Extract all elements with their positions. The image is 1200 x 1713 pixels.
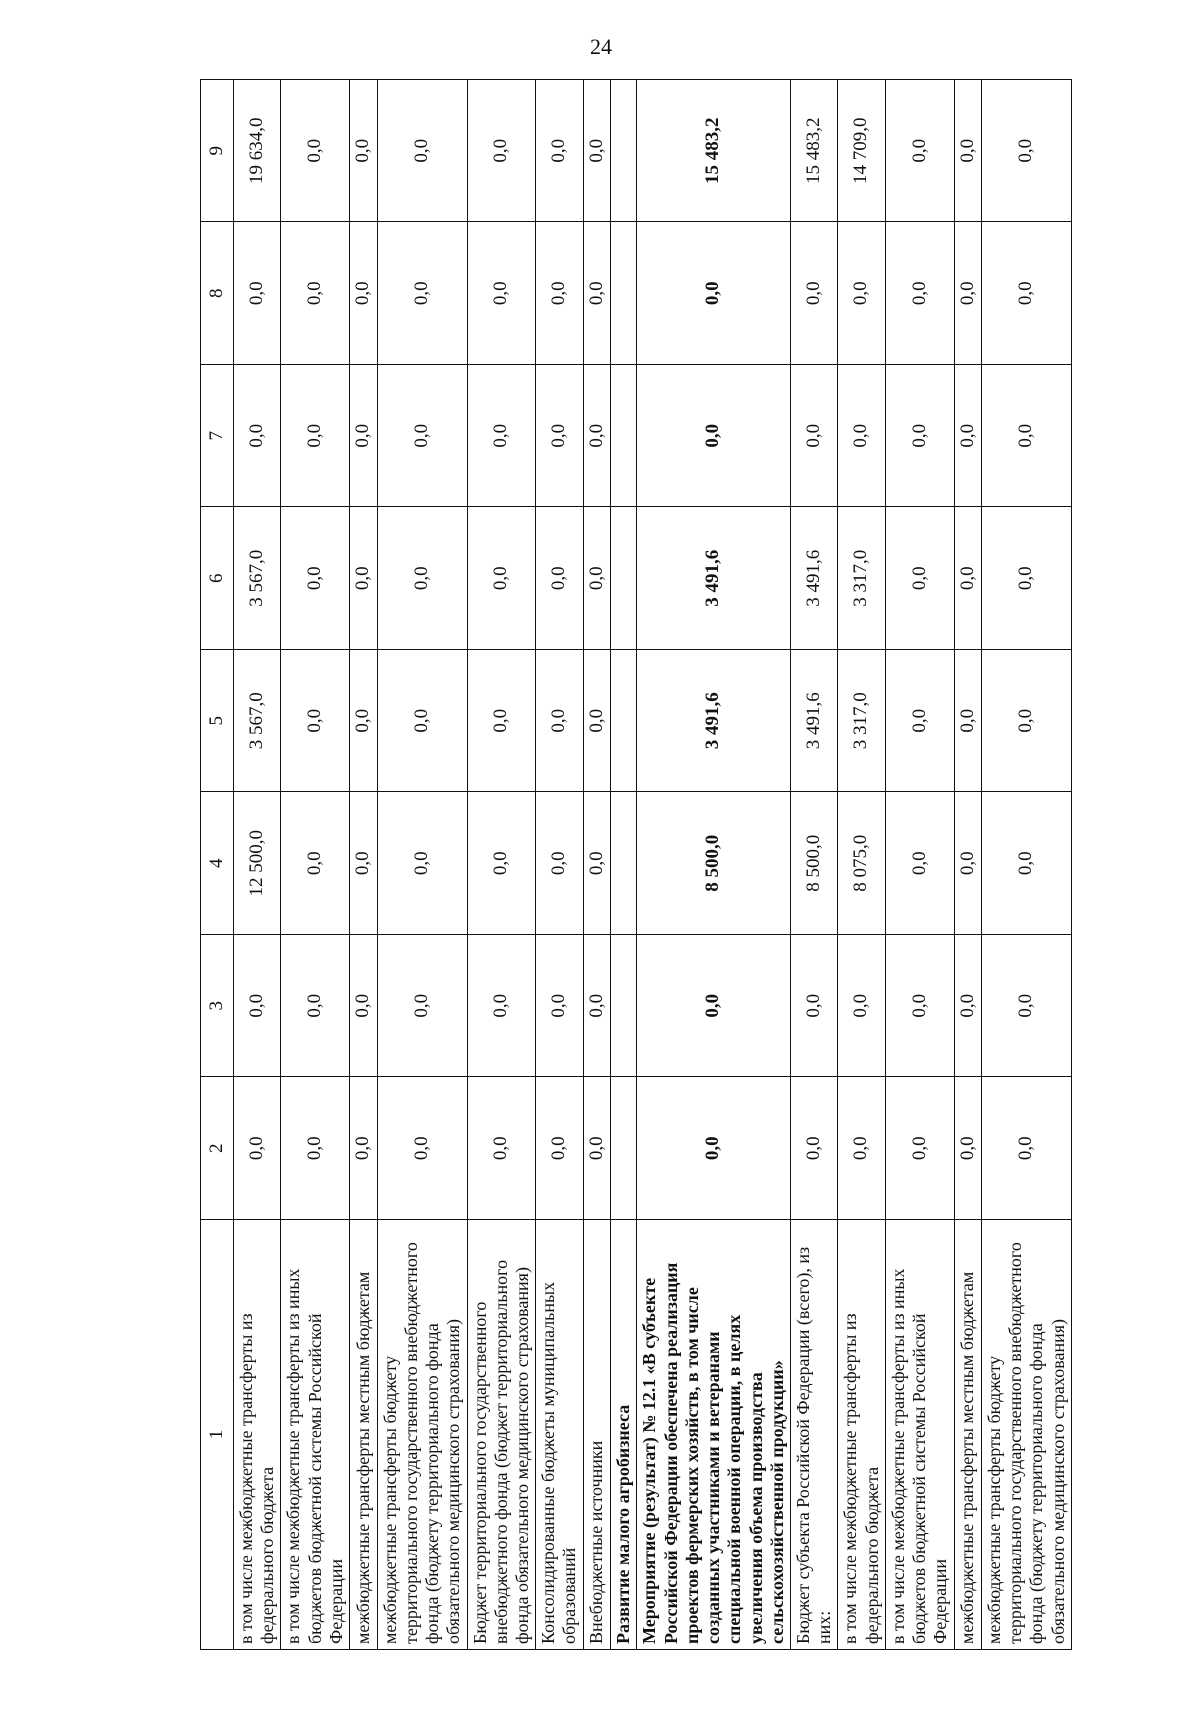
column-header: 8	[201, 222, 234, 365]
value-cell: 0,0	[583, 650, 610, 793]
value-cell: 0,0	[350, 935, 377, 1078]
table-row	[838, 80, 885, 1650]
value-cell: 0,0	[377, 365, 467, 508]
value-cell: 0,0	[790, 935, 837, 1078]
table-row	[234, 80, 281, 1650]
value-cell: 0,0	[536, 80, 583, 223]
column-header: 6	[201, 507, 234, 650]
value-cell: 3 567,0	[234, 507, 281, 650]
value-cell: 3 567,0	[234, 650, 281, 793]
value-cell: 15 483,2	[637, 80, 791, 223]
value-cell: 0,0	[281, 935, 350, 1078]
value-cell: 0,0	[954, 1077, 981, 1220]
value-cell: 0,0	[281, 365, 350, 508]
value-cell: 19 634,0	[234, 80, 281, 223]
value-cell: 0,0	[982, 1077, 1072, 1220]
value-cell: 8 500,0	[637, 792, 791, 935]
value-cell	[611, 650, 637, 793]
value-cell: 0,0	[790, 365, 837, 508]
value-cell: 0,0	[954, 222, 981, 365]
value-cell: 0,0	[467, 80, 536, 223]
value-cell: 0,0	[954, 650, 981, 793]
row-label: Мероприятие (результат) № 12.1 «В субъекте Российской Федерации обеспечена реализация проектов фермерских хозяйств, в том числе созданных участниками и ветеранами специальной военной операции, в целях увеличения объема производства сельскохозяйственной продукции»	[637, 1220, 791, 1650]
rotated-table-content	[200, 80, 1080, 1650]
column-header: 7	[201, 365, 234, 508]
value-cell: 0,0	[377, 650, 467, 793]
value-cell: 0,0	[536, 365, 583, 508]
value-cell: 3 491,6	[790, 650, 837, 793]
value-cell: 0,0	[838, 1077, 885, 1220]
value-cell	[611, 935, 637, 1078]
table-row	[350, 80, 377, 1650]
column-header: 9	[201, 80, 234, 223]
table-body	[234, 80, 1072, 1650]
value-cell: 0,0	[885, 222, 954, 365]
value-cell: 0,0	[982, 792, 1072, 935]
value-cell: 0,0	[885, 650, 954, 793]
value-cell: 0,0	[350, 1077, 377, 1220]
value-cell: 0,0	[790, 1077, 837, 1220]
value-cell: 0,0	[954, 507, 981, 650]
value-cell	[611, 1077, 637, 1220]
value-cell: 0,0	[637, 365, 791, 508]
value-cell: 0,0	[377, 1077, 467, 1220]
value-cell	[611, 80, 637, 223]
value-cell: 0,0	[281, 507, 350, 650]
table-row	[281, 80, 350, 1650]
value-cell: 0,0	[536, 222, 583, 365]
value-cell: 0,0	[377, 935, 467, 1078]
budget-table	[200, 79, 1072, 1650]
value-cell: 0,0	[536, 792, 583, 935]
row-label: Внебюджетные источники	[583, 1220, 610, 1650]
value-cell: 0,0	[234, 365, 281, 508]
value-cell: 0,0	[350, 222, 377, 365]
value-cell: 0,0	[982, 650, 1072, 793]
value-cell: 0,0	[838, 935, 885, 1078]
value-cell: 0,0	[350, 650, 377, 793]
value-cell: 0,0	[838, 365, 885, 508]
row-label: межбюджетные трансферты местным бюджетам	[350, 1220, 377, 1650]
value-cell: 0,0	[281, 222, 350, 365]
value-cell: 0,0	[281, 650, 350, 793]
value-cell: 0,0	[637, 935, 791, 1078]
value-cell	[611, 507, 637, 650]
value-cell: 0,0	[982, 80, 1072, 223]
value-cell: 0,0	[637, 222, 791, 365]
value-cell: 0,0	[954, 935, 981, 1078]
value-cell: 3 491,6	[790, 507, 837, 650]
row-label: Бюджет субъекта Российской Федерации (всего), из них:	[790, 1220, 837, 1650]
value-cell: 0,0	[885, 792, 954, 935]
value-cell: 14 709,0	[838, 80, 885, 223]
value-cell: 0,0	[536, 1077, 583, 1220]
rotated-table-wrapper	[200, 80, 1080, 1650]
table-row	[790, 80, 837, 1650]
row-label: Бюджет территориального государственного внебюджетного фонда (бюджет территориального фонда обязательного медицинского страхования)	[467, 1220, 536, 1650]
value-cell: 0,0	[954, 792, 981, 935]
value-cell: 8 075,0	[838, 792, 885, 935]
value-cell: 3 317,0	[838, 650, 885, 793]
row-label: в том числе межбюджетные трансферты из иных бюджетов бюджетной системы Российской Федерации	[281, 1220, 350, 1650]
value-cell: 0,0	[377, 507, 467, 650]
table-row	[583, 80, 610, 1650]
value-cell: 0,0	[281, 792, 350, 935]
value-cell: 0,0	[885, 935, 954, 1078]
value-cell: 3 491,6	[637, 650, 791, 793]
value-cell: 0,0	[350, 80, 377, 223]
row-label: межбюджетные трансферты бюджету территориального государственного внебюджетного фонда (бюджету территориального фонда обязательного медицинского страхования)	[377, 1220, 467, 1650]
value-cell: 0,0	[467, 935, 536, 1078]
value-cell: 0,0	[467, 222, 536, 365]
column-header: 5	[201, 650, 234, 793]
value-cell: 0,0	[583, 222, 610, 365]
value-cell: 3 317,0	[838, 507, 885, 650]
column-header: 3	[201, 935, 234, 1078]
table-row	[982, 80, 1072, 1650]
column-header: 2	[201, 1077, 234, 1220]
row-label: Консолидированные бюджеты муниципальных образований	[536, 1220, 583, 1650]
row-label: в том числе межбюджетные трансферты из иных бюджетов бюджетной системы Российской Федерации	[885, 1220, 954, 1650]
table-row	[611, 80, 637, 1650]
value-cell: 0,0	[536, 507, 583, 650]
value-cell: 0,0	[350, 792, 377, 935]
value-cell: 0,0	[281, 1077, 350, 1220]
value-cell: 0,0	[885, 507, 954, 650]
value-cell	[611, 365, 637, 508]
value-cell: 0,0	[234, 935, 281, 1078]
value-cell: 0,0	[234, 222, 281, 365]
value-cell: 0,0	[467, 650, 536, 793]
value-cell: 0,0	[982, 935, 1072, 1078]
value-cell: 0,0	[467, 365, 536, 508]
value-cell: 0,0	[583, 935, 610, 1078]
value-cell: 12 500,0	[234, 792, 281, 935]
value-cell: 0,0	[583, 507, 610, 650]
page-number: 24	[590, 34, 612, 59]
value-cell	[611, 222, 637, 365]
value-cell: 0,0	[467, 792, 536, 935]
value-cell: 0,0	[885, 80, 954, 223]
value-cell: 0,0	[350, 507, 377, 650]
value-cell: 0,0	[377, 222, 467, 365]
value-cell: 0,0	[377, 792, 467, 935]
value-cell: 3 491,6	[637, 507, 791, 650]
row-label: в том числе межбюджетные трансферты из федерального бюджета	[234, 1220, 281, 1650]
row-label: межбюджетные трансферты местным бюджетам	[954, 1220, 981, 1650]
table-row	[637, 80, 791, 1650]
value-cell: 0,0	[467, 1077, 536, 1220]
value-cell: 0,0	[377, 80, 467, 223]
row-label: межбюджетные трансферты бюджету территориального государственного внебюджетного фонда (бюджету территориального фонда обязательного медицинского страхования)	[982, 1220, 1072, 1650]
value-cell: 0,0	[885, 365, 954, 508]
value-cell: 0,0	[583, 1077, 610, 1220]
value-cell	[611, 792, 637, 935]
value-cell: 0,0	[982, 507, 1072, 650]
value-cell: 0,0	[838, 222, 885, 365]
value-cell: 8 500,0	[790, 792, 837, 935]
table-row	[377, 80, 467, 1650]
value-cell: 0,0	[583, 365, 610, 508]
value-cell: 0,0	[885, 1077, 954, 1220]
value-cell: 0,0	[954, 80, 981, 223]
value-cell: 0,0	[790, 222, 837, 365]
value-cell: 0,0	[954, 365, 981, 508]
value-cell: 0,0	[467, 507, 536, 650]
value-cell: 0,0	[982, 365, 1072, 508]
value-cell: 0,0	[637, 1077, 791, 1220]
value-cell: 15 483,2	[790, 80, 837, 223]
row-label: Развитие малого агробизнеса	[611, 1220, 637, 1650]
value-cell: 0,0	[234, 1077, 281, 1220]
value-cell: 0,0	[583, 80, 610, 223]
value-cell: 0,0	[350, 365, 377, 508]
row-label: в том числе межбюджетные трансферты из федерального бюджета	[838, 1220, 885, 1650]
table-row	[954, 80, 981, 1650]
value-cell: 0,0	[982, 222, 1072, 365]
value-cell: 0,0	[281, 80, 350, 223]
header-row	[201, 80, 234, 1650]
column-header: 4	[201, 792, 234, 935]
table-row	[467, 80, 536, 1650]
value-cell: 0,0	[536, 650, 583, 793]
table-row	[536, 80, 583, 1650]
value-cell: 0,0	[583, 792, 610, 935]
value-cell: 0,0	[536, 935, 583, 1078]
table-row	[885, 80, 954, 1650]
column-header: 1	[201, 1220, 234, 1650]
